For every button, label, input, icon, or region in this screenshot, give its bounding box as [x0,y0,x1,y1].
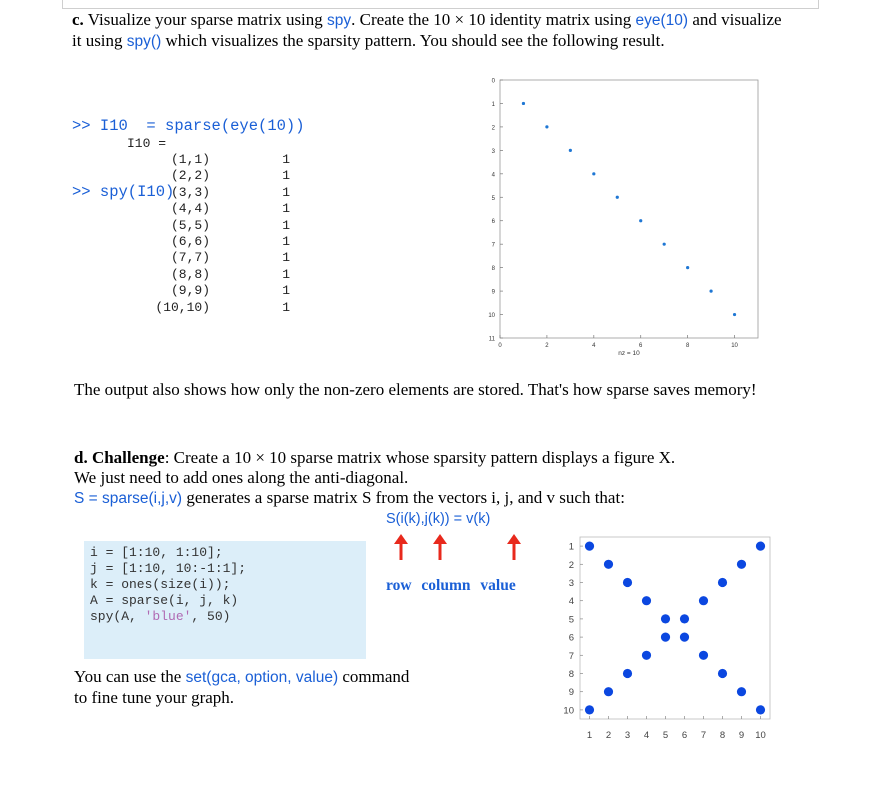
data-point [592,172,595,175]
set-gca-command: set(gca, option, value) [185,669,339,686]
sparse-entry-row [140,267,290,283]
data-point [718,578,727,587]
data-point [569,149,572,152]
data-point [718,669,727,678]
y-tick-label: 7 [491,242,495,249]
y-tick-label: 11 [488,336,495,343]
data-point [756,705,765,714]
sparse-entry-index: (4,4) [170,201,210,217]
x-tick-label: 6 [639,343,643,349]
sparse-entry-value: 1 [282,299,290,315]
sparse-signature: S = sparse(i,j,v) [74,490,183,507]
code-string-literal: 'blue' [144,609,192,624]
console-cmd-sparse: >> I10 = sparse(eye(10)) [72,117,305,135]
sparse-entry-index: (6,6) [170,234,210,250]
var-header: I10 = [127,136,167,151]
code-line-1: i = [1:10, 1:10]; [90,545,223,560]
sparse-entry-value: 1 [282,234,290,250]
data-point [639,219,642,222]
y-tick-label: 9 [491,289,495,296]
identity-spy-plot [470,70,770,360]
data-point [545,125,548,128]
y-tick-label: 1 [491,101,495,108]
code-line-5: spy(A, 'blue', 50) [90,609,231,624]
section-d-line3: generates a sparse matrix S from the vectors i, j, and v such that: [182,488,625,507]
data-point [737,560,746,569]
y-tick-label: 4 [491,172,495,179]
y-tick-label: 4 [568,596,574,608]
x-tick-label: 6 [681,730,688,741]
y-tick-label: 2 [491,125,495,132]
y-tick-label: 6 [568,632,574,644]
data-point [661,633,670,642]
arrows [380,532,530,562]
y-tick-label: 8 [491,266,495,273]
y-tick-label: 6 [491,219,495,226]
index-labels [386,577,516,595]
sparse-entry-value: 1 [282,201,290,217]
arrow-up-icon-row [394,534,408,560]
y-tick-label: 10 [563,705,574,717]
x-pattern-spy-plot [550,535,780,750]
plot-axes-box [500,80,758,338]
x-tick-label: 8 [685,343,690,349]
tip-pre: You can use the [74,667,186,686]
tip-text [74,667,409,708]
sparse-entry-index: (9,9) [170,283,210,299]
sparse-entries-list [140,152,290,316]
sparse-entry-row [140,283,290,299]
spy-keyword: spy [327,12,352,29]
y-tick-label: 10 [488,313,495,320]
x-axis-label: nz = 10 [618,350,640,357]
data-point [699,651,708,660]
x-tick-label: 7 [700,730,707,741]
section-d-line1: : Create a 10 × 10 sparse matrix whose sparsity pattern displays a figure X. [164,448,676,467]
label-row: row [386,577,412,594]
data-point [737,687,746,696]
code-snippet-box [84,541,366,659]
console-cmd-spy: >> spy(I10) [72,183,175,201]
section-d-text [74,448,854,509]
data-point [663,243,666,246]
data-point [522,102,525,105]
y-tick-label: 5 [491,195,495,202]
code-line-3: k = ones(size(i)); [90,577,231,592]
data-point [616,196,619,199]
sparse-entry-row [140,168,290,184]
data-point [623,578,632,587]
sparse-entry-index: (7,7) [170,250,210,266]
data-point [642,651,651,660]
y-tick-label: 9 [568,687,574,699]
sparse-entry-index: (3,3) [170,184,210,200]
tip-post: command [338,667,410,686]
sparse-entry-row [140,185,290,201]
data-point [686,266,689,269]
data-point [680,614,689,623]
x-tick-label: 4 [643,730,650,741]
sparse-entry-value: 1 [282,266,290,282]
data-point [642,596,651,605]
top-frame-edge [62,0,819,9]
sparse-entry-value: 1 [282,217,290,233]
y-tick-label: 0 [491,78,495,85]
y-tick-label: 7 [568,650,574,662]
spy-call: spy() [126,33,162,50]
x-tick-label: 8 [719,730,726,741]
sparse-entry-index: (10,10) [155,299,210,315]
data-point [585,705,594,714]
label-value: value [480,577,516,594]
x-tick-label: 10 [731,343,738,349]
sparse-entry-index: (5,5) [170,217,210,233]
index-formula: S(i(k),j(k)) = v(k) [386,511,491,527]
sparse-entry-row [140,218,290,234]
sparse-entry-row [140,250,290,266]
section-c-label: c. [72,10,84,29]
data-point [733,313,736,316]
sparse-entry-value: 1 [282,250,290,266]
memory-note: The output also shows how only the non-zero elements are stored. That's how sparse saves memory! [74,380,757,399]
x-tick-label: 1 [586,730,593,741]
data-point [756,542,765,551]
code-line-4: A = sparse(i, j, k) [90,593,239,608]
sparse-entry-row [140,234,290,250]
y-tick-label: 3 [491,148,495,155]
data-point [604,560,613,569]
sparse-entry-value: 1 [282,152,290,167]
y-tick-label: 3 [568,578,574,589]
tip-line2: to fine tune your graph. [74,688,235,707]
data-point [699,596,708,605]
section-d-label: d. Challenge [74,448,165,467]
sparse-entry-row [140,201,290,217]
section-c-text [72,10,862,52]
label-column: column [421,577,471,594]
sparse-entry-row [140,152,290,168]
section-d-line2: We just need to add ones along the anti-diagonal. [74,468,409,487]
y-tick-label: 8 [568,669,574,680]
data-point [680,633,689,642]
data-point [623,669,632,678]
section-c-line2-b: which visualizes the sparsity pattern. You should see the following result. [161,31,665,50]
x-tick-label: 9 [738,730,745,741]
data-point [585,542,594,551]
sparse-entry-row [140,300,290,316]
section-c-line1-a: Visualize your sparse matrix using [83,10,328,29]
sparse-entry-index: (1,1) [170,152,210,167]
y-tick-label: 2 [568,559,574,571]
sparse-entry-value: 1 [282,168,290,184]
data-point [661,614,670,623]
section-c-line2-a: it using [72,31,127,50]
arrow-up-icon-column [433,534,447,560]
sparse-entry-value: 1 [282,184,290,200]
x-tick-label: 5 [662,730,669,741]
section-c-line1-c: and visualize [688,10,782,29]
x-tick-label: 2 [545,343,549,349]
section-c-line1-b: . Create the 10 × 10 identity matrix using [351,10,636,29]
x-tick-label: 2 [605,730,612,741]
data-point [709,289,712,292]
data-point [604,687,613,696]
sparse-entry-value: 1 [282,283,290,299]
x-tick-label: 10 [755,730,766,741]
x-tick-label: 0 [498,343,502,349]
x-tick-label: 4 [592,343,596,349]
eye-keyword: eye(10) [635,12,689,29]
sparse-entry-index: (2,2) [170,168,210,184]
sparse-entry-index: (8,8) [170,266,210,282]
code-line-2: j = [1:10, 10:-1:1]; [90,561,247,576]
y-tick-label: 1 [568,541,574,553]
y-tick-label: 5 [568,614,574,626]
x-tick-label: 3 [624,730,631,741]
arrow-up-icon-value [507,534,521,560]
